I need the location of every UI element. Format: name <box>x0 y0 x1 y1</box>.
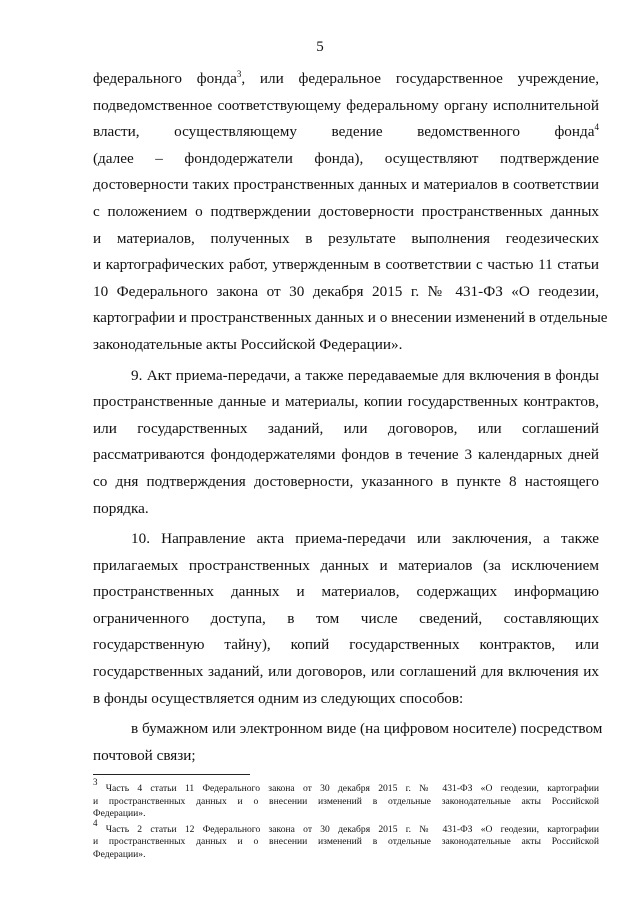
text-line: государственную тайну), копий государственных контрактов, или <box>93 636 599 654</box>
paragraph-10-start: 10. Направление акта приема-передачи или заключения, а также <box>131 530 599 548</box>
footnote-line: и пространственных данных и о внесении изменений в отдельные законодательные акты Российской <box>93 836 599 848</box>
footnote-mark: 3 <box>93 777 98 787</box>
footnote-line: Федерации». <box>93 808 146 820</box>
text-line: пространственные данные и материалы, копии государственных контрактов, <box>93 393 599 411</box>
text-line: в фонды осуществляется одним из следующих способов: <box>93 689 464 707</box>
text-line: ограниченного доступа, в том числе сведений, составляющих <box>93 609 599 627</box>
text-line: или государственных заданий, или договоров, или соглашений <box>93 419 599 437</box>
paragraph-10-item: в бумажном или электронном виде (на цифровом носителе) посредством <box>131 720 603 738</box>
page-number: 5 <box>316 39 324 55</box>
text-line: и материалов, полученных в результате выполнения геодезических <box>93 229 599 247</box>
footnotes <box>93 777 599 862</box>
footnote-line: и пространственных данных и о внесении изменений в отдельные законодательные акты Российской <box>93 795 599 807</box>
footnote-separator <box>93 774 250 775</box>
text-line: законодательные акты Российской Федерации». <box>93 335 403 353</box>
footnote-line: Федерации». <box>93 848 146 860</box>
text-line: картографии и пространственных данных и о внесении изменений в отдельные <box>93 309 608 327</box>
text-line: почтовой связи; <box>93 746 196 764</box>
text-line: федерального фонда$^3$, или федеральное государственное учреждение, <box>93 69 599 87</box>
text-line: 10 Федерального закона от 30 декабря 2015 г. № 431-ФЗ «О геодезии, <box>93 282 599 300</box>
text-line: (далее – фондодержатели фонда), осуществляют подтверждение <box>93 149 599 167</box>
text-line: со дня подтверждения достоверности, указанного в пункте 8 настоящего <box>93 472 599 490</box>
footnote-line: $^3$ Часть 4 статьи 11 Федерального закона от 30 декабря 2015 г. № 431-ФЗ «О геодезии, картографии <box>93 777 599 794</box>
footnote-ref: 3 <box>236 69 242 79</box>
text-line: государственных заданий, или договоров, или соглашений для включения их <box>93 663 599 681</box>
text-line: порядка. <box>93 499 149 517</box>
text-line: прилагаемых пространственных данных и материалов (за исключением <box>93 556 599 574</box>
footnote-mark: 4 <box>93 817 98 828</box>
text-line: рассматриваются фондодержателями фондов в течение 3 календарных дней <box>93 446 599 464</box>
text-line: подведомственное соответствующему федеральному органу исполнительной <box>93 96 599 114</box>
paragraph-9-start: 9. Акт приема-передачи, а также передаваемые для включения в фонды <box>131 366 599 384</box>
text-line: достоверности таких пространственных данных и материалов в соответствии <box>93 176 599 194</box>
text-line: власти, осуществляющему ведение ведомственного фонда$^4$ <box>93 122 599 141</box>
text-line: и картографических работ, утвержденным в соответствии с частью 11 статьи <box>93 256 599 274</box>
text-line: с положением о подтверждении достоверности пространственных данных <box>93 202 599 220</box>
body-text <box>93 66 608 769</box>
footnote-line: $^4$ Часть 2 статьи 12 Федерального закона от 30 декабря 2015 г. № 431-ФЗ «О геодезии, картографии <box>93 817 599 835</box>
text-line: пространственных данных и материалов, содержащих информацию <box>93 583 599 601</box>
footnote-ref: 4 <box>594 122 599 133</box>
